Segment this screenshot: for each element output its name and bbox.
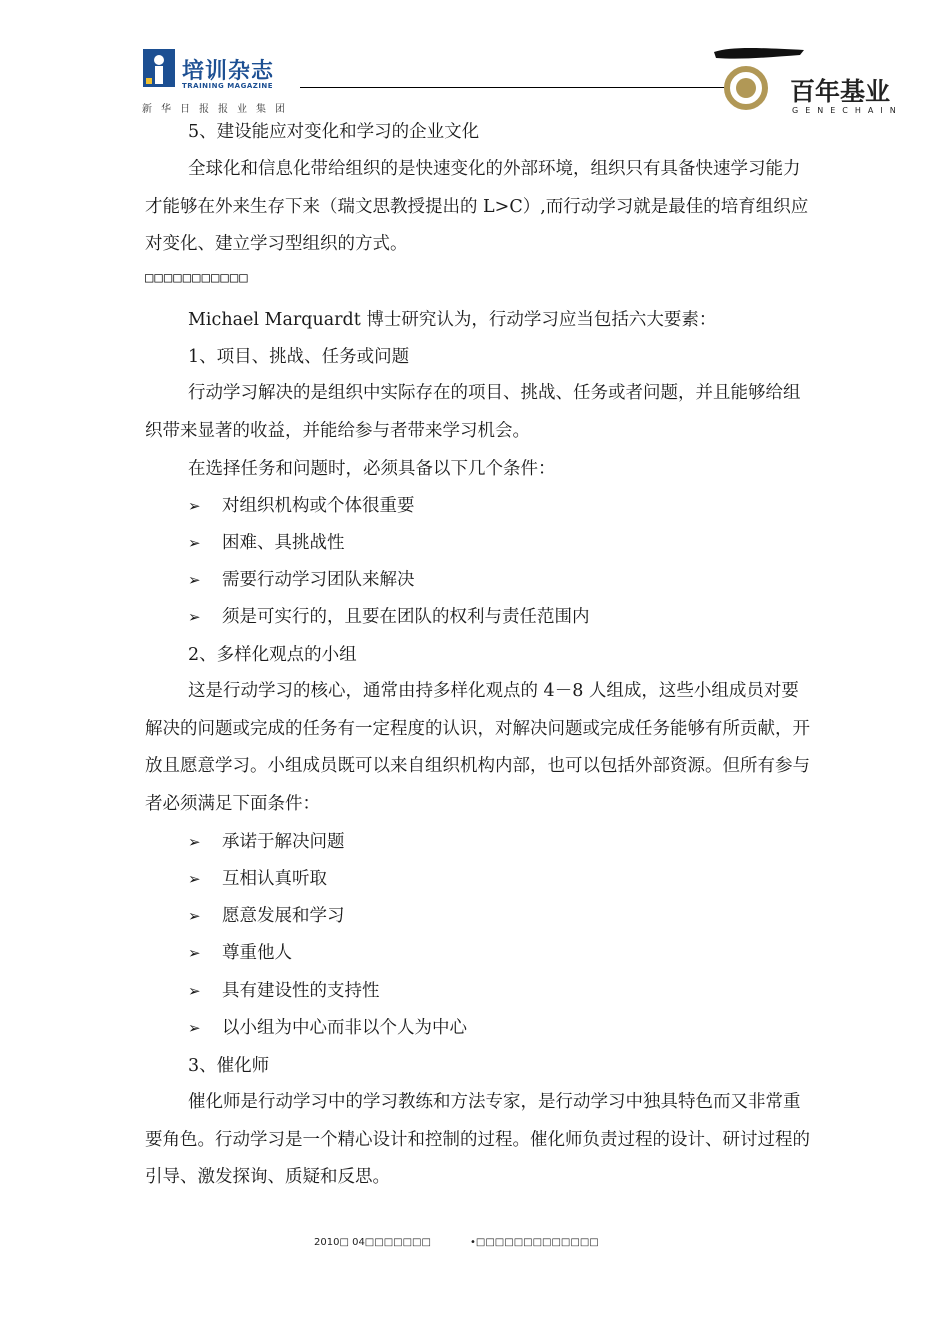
genechain-logo: [712, 44, 912, 126]
list-item: ➢ 愿意发展和学习: [188, 906, 345, 926]
list-item: ➢ 尊重他人: [188, 943, 292, 963]
list-item: ➢ 困难、具挑战性: [188, 533, 345, 553]
arrow-bullet-icon: ➢: [188, 907, 201, 925]
footer-right: •□□□□□□□□□□□□□: [470, 1237, 599, 1248]
arrow-bullet-icon: ➢: [188, 1019, 201, 1037]
list-item: ➢ 具有建设性的支持性: [188, 981, 380, 1001]
arrow-bullet-icon: ➢: [188, 982, 201, 1000]
list-item: ➢ 须是可实行的，且要在团队的权利与责任范围内: [188, 607, 590, 627]
item2-title: 2、多样化观点的小组: [188, 645, 357, 665]
arrow-bullet-icon: ➢: [188, 944, 201, 962]
arrow-bullet-icon: ➢: [188, 870, 201, 888]
list-item: ➢ 需要行动学习团队来解决: [188, 570, 415, 590]
item3-title: 3、催化师: [188, 1056, 270, 1076]
arrow-bullet-icon: ➢: [188, 571, 201, 589]
section-heading-5: 5、建设能应对变化和学习的企业文化: [188, 122, 480, 142]
paragraph-globalization: 全球化和信息化带给组织的是快速变化的外部环境，组织只有具备快速学习能力才能够在外来生存下来（瑞文思教授提出的 L>C）,而行动学习就是最佳的培育组织应对变化、建立学习型组织的方式。: [145, 159, 809, 254]
intro-line: Michael Marquardt 博士研究认为，行动学习应当包括六大要素：: [188, 310, 717, 330]
arrow-bullet-icon: ➢: [188, 534, 201, 552]
garbled-heading: □□□□□□□□□□□: [145, 270, 249, 286]
logo-mark-icon: [142, 48, 176, 88]
brush-stroke-icon: [712, 44, 807, 64]
logo-sub-text: 新华日报报业集团: [142, 104, 294, 115]
item3-paragraph: 催化师是行动学习中的学习教练和方法专家，是行动学习中独具特色而又非常重要角色。行动学习是一个精心设计和控制的过程。催化师负责过程的设计、研讨过程的引导、激发探询、质疑和反思。: [145, 1092, 810, 1187]
list-item: ➢ 对组织机构或个体很重要: [188, 496, 415, 516]
footer-left: 2010□ 04□□□□□□□: [314, 1237, 431, 1248]
arrow-bullet-icon: ➢: [188, 497, 201, 515]
header-divider: [300, 87, 730, 88]
training-magazine-logo: [140, 46, 305, 116]
item1-conditions: 在选择任务和问题时，必须具备以下几个条件：: [188, 459, 556, 479]
ring-center-icon: [736, 78, 756, 98]
brand-en-text: GENECHAIN: [792, 106, 903, 115]
list-item: ➢ 互相认真听取: [188, 869, 327, 889]
item1-title: 1、项目、挑战、任务或问题: [188, 347, 410, 367]
list-item: ➢ 以小组为中心而非以个人为中心: [188, 1018, 467, 1038]
item2-paragraph: 这是行动学习的核心，通常由持多样化观点的 4－8 人组成，这些小组成员对要解决的问题或完成的任务有一定程度的认识，对解决问题或完成任务能够有所贡献，开放且愿意学习。小组成员既可以来自组织机构内部，也可以包括外部资源。但所有参与者必须满足下面条件：: [145, 681, 810, 814]
logo-en-text: TRAINING MAGAZINE: [182, 82, 274, 90]
brand-cn-text: 百年基业: [790, 77, 891, 106]
list-item: ➢ 承诺于解决问题: [188, 832, 345, 852]
item1-paragraph: 行动学习解决的是组织中实际存在的项目、挑战、任务或者问题，并且能够给组织带来显著的收益，并能给参与者带来学习机会。: [145, 383, 801, 441]
arrow-bullet-icon: ➢: [188, 608, 201, 626]
logo-cn-text: 培训杂志: [182, 59, 275, 84]
arrow-bullet-icon: ➢: [188, 833, 201, 851]
